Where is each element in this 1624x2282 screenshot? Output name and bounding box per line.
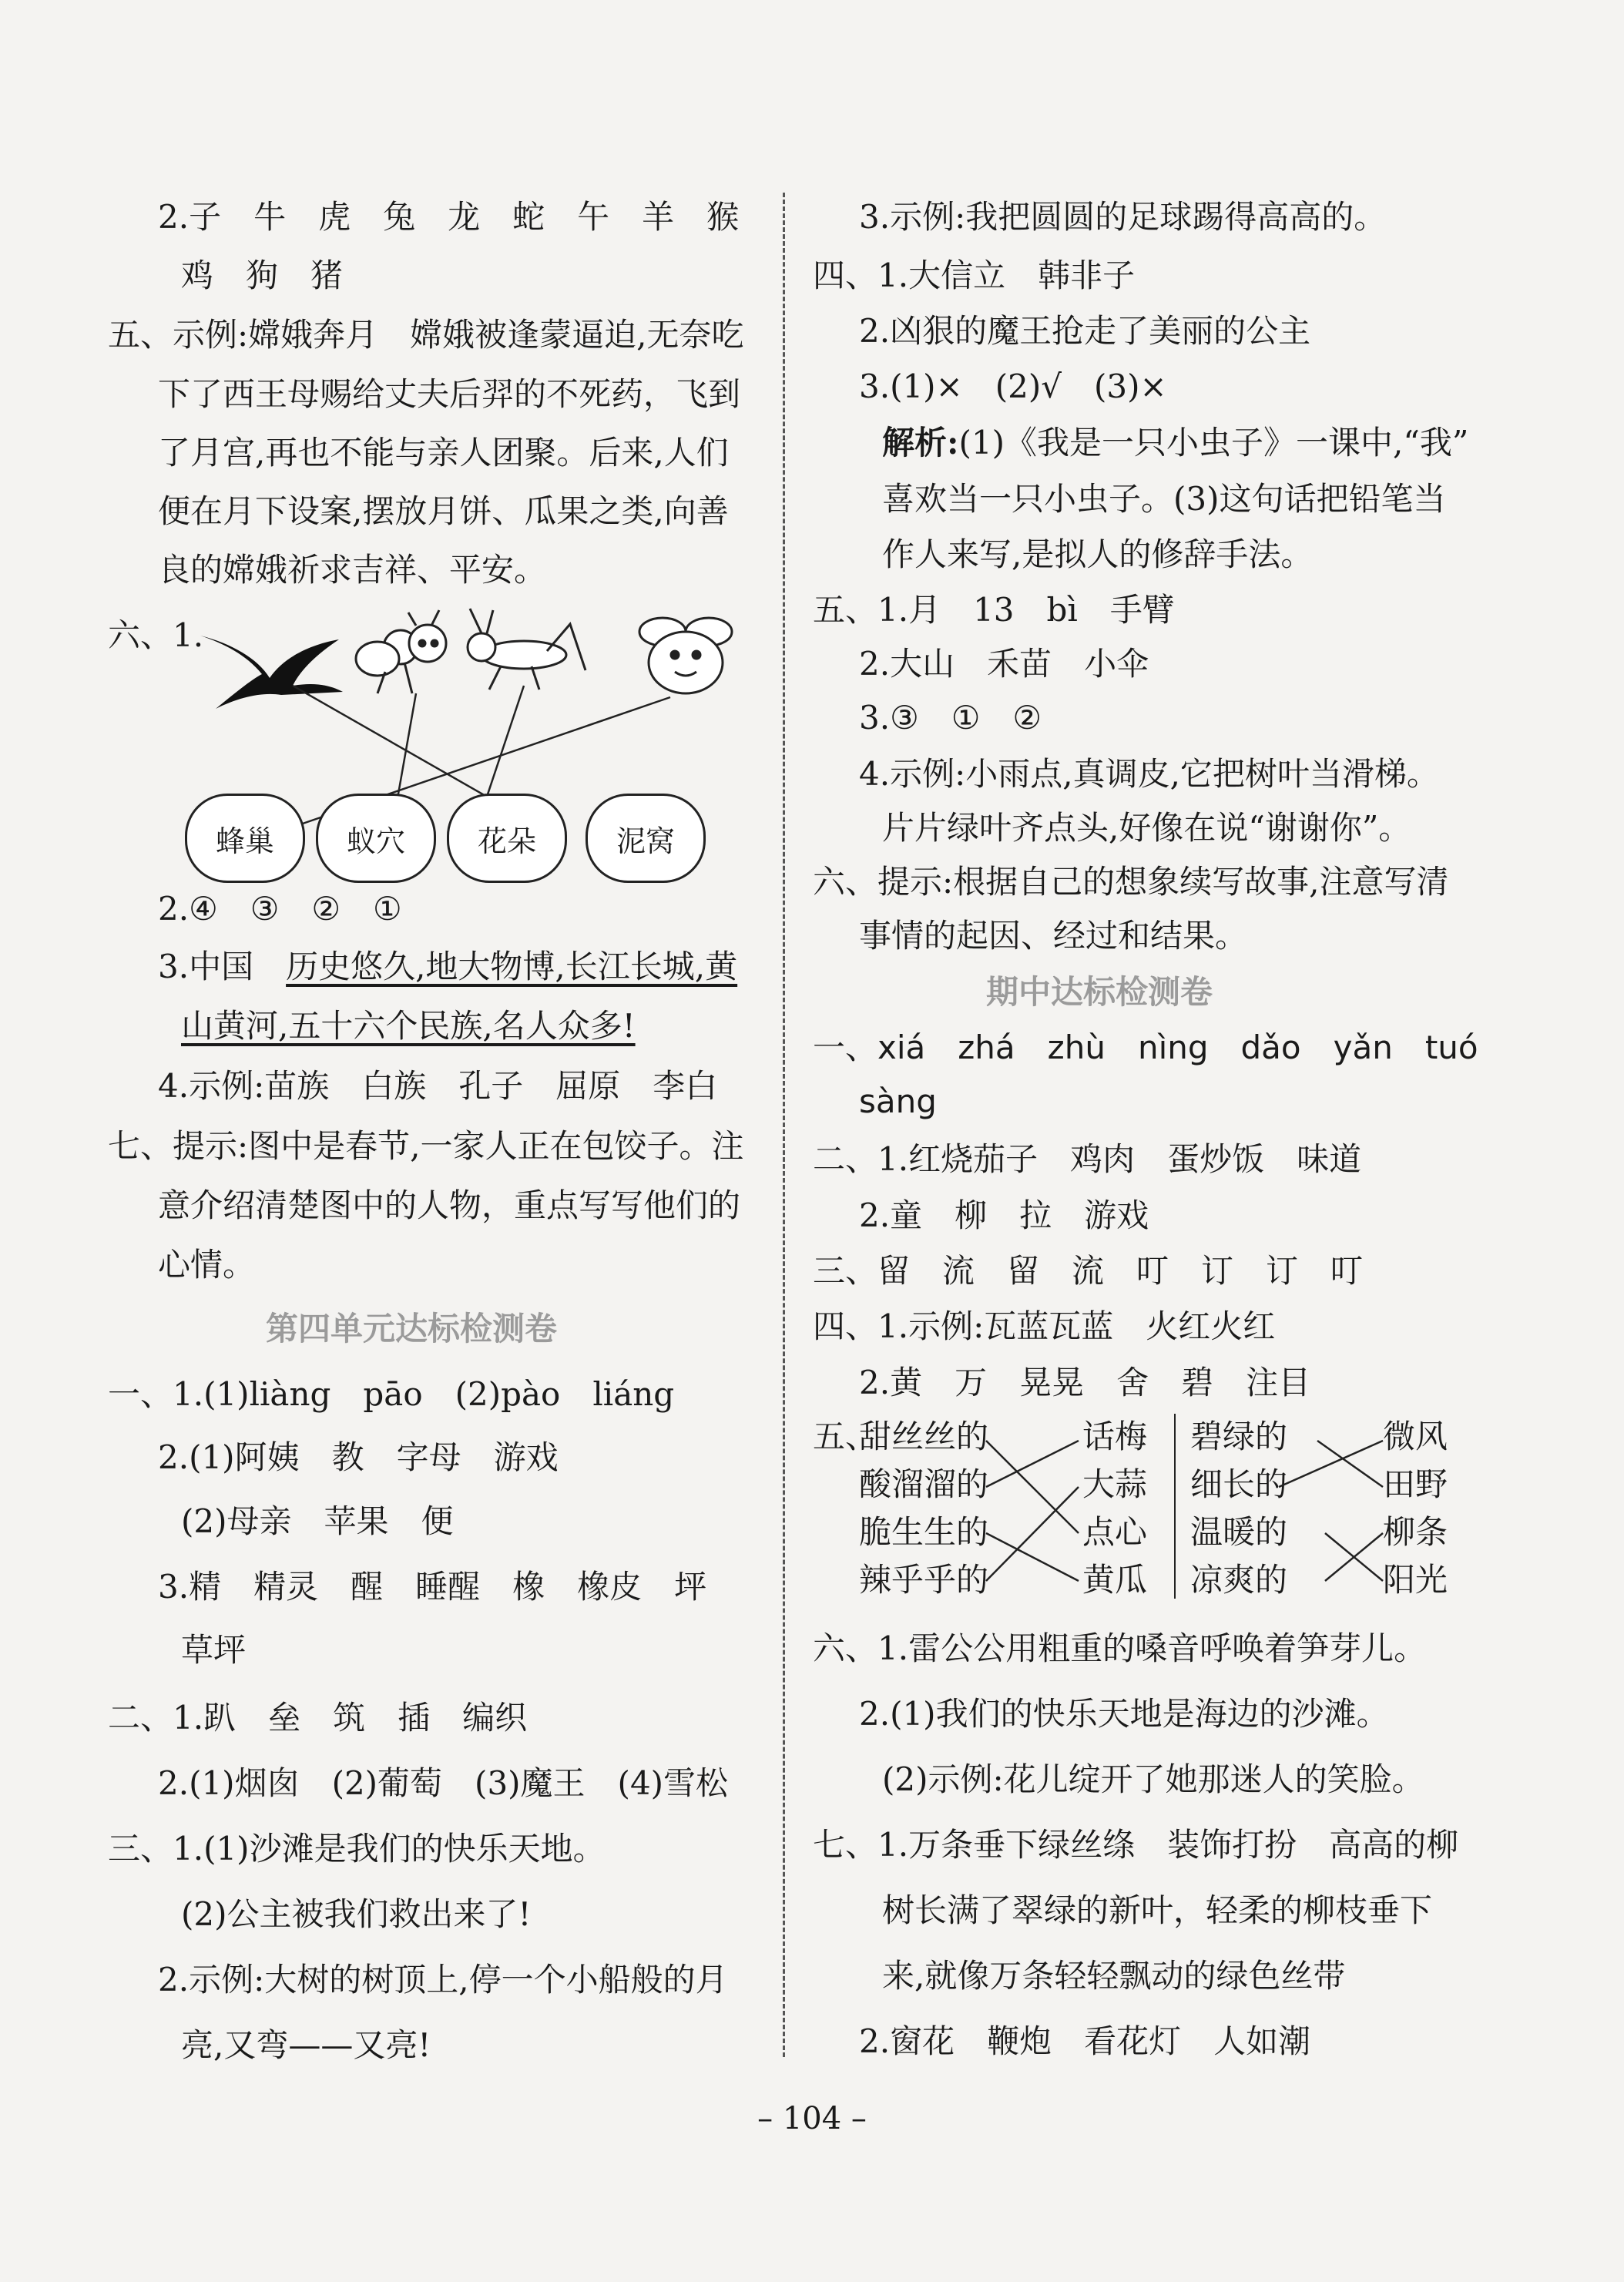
r-line-12: 片片绿叶齐点头,好像在说“谢谢你”。 xyxy=(882,809,1411,847)
u1-line-1: 一、1.(1)liàng pāo (2)pào liáng xyxy=(108,1375,675,1413)
s6-3 xyxy=(158,944,737,990)
match-right-b-2: 田野 xyxy=(1383,1465,1448,1503)
match-left-b-2: 大蒜 xyxy=(1082,1465,1148,1503)
m-line-4: 2.童 柳 拉 游戏 xyxy=(859,1196,1149,1234)
u3-line-4: 亮,又弯——又亮! xyxy=(181,2026,431,2064)
m-line-1: 一、xiá zhá zhù nìng dǎo yǎn tuó xyxy=(813,1029,1478,1066)
m-line-8: 六、1.雷公公用粗重的嗓音呼唤着笋芽儿。 xyxy=(813,1629,1427,1667)
bee-icon xyxy=(639,618,732,693)
r-analysis-1 xyxy=(882,420,1468,466)
page-number: – 104 – xyxy=(757,2101,867,2136)
s7-line-3: 心情。 xyxy=(158,1246,256,1284)
m-line-9: 2.(1)我们的快乐天地是海边的沙滩。 xyxy=(859,1695,1389,1733)
u3-line-1: 三、1.(1)沙滩是我们的快乐天地。 xyxy=(108,1830,606,1868)
home-anthill: 蚁穴 xyxy=(316,794,436,883)
s5-line-3: 了月宫,再也不能与亲人团聚。后来,人们 xyxy=(158,434,729,472)
match-left-b-3: 点心 xyxy=(1082,1513,1148,1551)
home-mudnest: 泥窝 xyxy=(586,794,706,883)
grasshopper-icon xyxy=(468,609,586,690)
match-left-a-3: 脆生生的 xyxy=(859,1513,989,1551)
r-line-8: 五、1.月 13 bì 手臂 xyxy=(813,591,1175,629)
analysis-label: 解析: xyxy=(882,424,959,461)
r-line-14: 事情的起因、经过和结果。 xyxy=(859,917,1248,955)
zodiac-line-1: 2.子 牛 虎 兔 龙 蛇 午 羊 猴 xyxy=(158,198,740,236)
s6-3-prefix: 3.中国 xyxy=(158,948,287,985)
home-beehive: 蜂巢 xyxy=(185,794,305,883)
u3-line-2: (2)公主被我们救出来了! xyxy=(181,1895,532,1933)
match-right-a-1: 碧绿的 xyxy=(1190,1418,1288,1455)
analysis-text: (1)《我是一只小虫子》一课中,“我” xyxy=(958,424,1469,461)
r-line-11: 4.示例:小雨点,真调皮,它把树叶当滑梯。 xyxy=(859,755,1439,793)
r-line-2: 四、1.大信立 韩非子 xyxy=(813,257,1136,294)
m-line-13: 来,就像万条轻轻飘动的绿色丝带 xyxy=(882,1957,1346,1995)
m-line-3: 二、1.红烧茄子 鸡肉 蛋炒饭 味道 xyxy=(813,1140,1362,1178)
r-analysis-2: 喜欢当一只小虫子。(3)这句话把铅笔当 xyxy=(882,480,1446,518)
match-right-b-1: 微风 xyxy=(1383,1418,1448,1455)
match-left-b-1: 话梅 xyxy=(1082,1418,1148,1455)
r-line-4: 3.(1)× (2)√ (3)× xyxy=(859,367,1167,405)
m-line-5: 三、留 流 留 流 叮 订 订 叮 xyxy=(813,1252,1364,1290)
match-left-a-2: 酸溜溜的 xyxy=(859,1465,989,1503)
s7-line-1: 七、提示:图中是春节,一家人正在包饺子。注 xyxy=(108,1127,744,1165)
m-line-10: (2)示例:花儿绽开了她那迷人的笑脸。 xyxy=(882,1760,1424,1798)
u3-line-3: 2.示例:大树的树顶上,停一个小船般的月 xyxy=(158,1961,728,1998)
zodiac-line-2: 鸡 狗 猪 xyxy=(181,257,344,294)
match-right-a-4: 凉爽的 xyxy=(1190,1561,1288,1599)
midterm-title: 期中达标检测卷 xyxy=(986,973,1213,1011)
match-right-b-4: 阳光 xyxy=(1383,1561,1448,1599)
s6-label: 六、1. xyxy=(108,616,204,654)
r-line-10: 3.③ ① ② xyxy=(859,699,1042,737)
s6-3-underlined-1: 历史悠久,地大物博,长江长城,黄 xyxy=(286,948,738,985)
r-line-3: 2.凶狠的魔王抢走了美丽的公主 xyxy=(859,312,1311,350)
word-match-lines xyxy=(817,1410,1510,1610)
u1-line-4: 3.精 精灵 醒 睡醒 橡 橡皮 坪 xyxy=(158,1568,707,1606)
match-left-a-4: 辣乎乎的 xyxy=(859,1561,989,1599)
r-analysis-3: 作人来写,是拟人的修辞手法。 xyxy=(882,535,1314,573)
match-right-b-3: 柳条 xyxy=(1383,1513,1448,1551)
s5-line-4: 便在月下设案,摆放月饼、瓜果之类,向善 xyxy=(158,492,729,530)
u2-line-2: 2.(1)烟囱 (2)葡萄 (3)魔王 (4)雪松 xyxy=(158,1764,729,1802)
m-line-2: sàng xyxy=(859,1082,937,1120)
s7-line-2: 意介绍清楚图中的人物，重点写写他们的 xyxy=(158,1186,741,1224)
swallow-icon xyxy=(200,636,343,709)
u1-line-5: 草坪 xyxy=(181,1631,247,1669)
m-line-12: 树长满了翠绿的新叶，轻柔的柳枝垂下 xyxy=(882,1891,1433,1929)
u1-line-3: (2)母亲 苹果 便 xyxy=(181,1502,454,1540)
match-left-a-1: 甜丝丝的 xyxy=(859,1418,989,1455)
home-flower: 花朵 xyxy=(447,794,567,883)
u1-line-2: 2.(1)阿姨 教 字母 游戏 xyxy=(158,1438,559,1476)
s6-2: 2.④ ③ ② ① xyxy=(158,890,402,928)
unit4-title: 第四单元达标检测卷 xyxy=(266,1310,558,1347)
match-right-a-3: 温暖的 xyxy=(1190,1513,1288,1551)
column-divider xyxy=(783,193,785,2057)
r-line-13: 六、提示:根据自己的想象续写故事,注意写清 xyxy=(813,863,1449,901)
s5-line-1: 五、示例:嫦娥奔月 嫦娥被逢蒙逼迫,无奈吃 xyxy=(108,316,744,354)
m-line-6: 四、1.示例:瓦蓝瓦蓝 火红火红 xyxy=(813,1307,1276,1345)
match-right-a-2: 细长的 xyxy=(1190,1465,1288,1503)
m-line-7: 2.黄 万 晃晃 舍 碧 注目 xyxy=(859,1364,1311,1401)
s5-line-5: 良的嫦娥祈求吉祥、平安。 xyxy=(158,551,547,589)
m-line-14: 2.窗花 鞭炮 看花灯 人如潮 xyxy=(859,2022,1311,2060)
r-line-1: 3.示例:我把圆圆的足球踢得高高的。 xyxy=(859,198,1387,236)
ant-icon xyxy=(356,610,446,693)
match-left-b-4: 黄瓜 xyxy=(1082,1561,1148,1599)
u2-line-1: 二、1.趴 垒 筑 插 编织 xyxy=(108,1699,528,1737)
s6-4: 4.示例:苗族 白族 孔子 屈原 李白 xyxy=(158,1067,718,1105)
s6-3-underlined-2: 山黄河,五十六个民族,名人众多! xyxy=(181,1007,636,1045)
m-line-11: 七、1.万条垂下绿丝绦 装饰打扮 高高的柳 xyxy=(813,1826,1459,1864)
r-line-9: 2.大山 禾苗 小伞 xyxy=(859,645,1149,683)
match-label: 五、 xyxy=(813,1418,878,1455)
s5-line-2: 下了西王母赐给丈夫后羿的不死药，飞到 xyxy=(158,375,741,413)
